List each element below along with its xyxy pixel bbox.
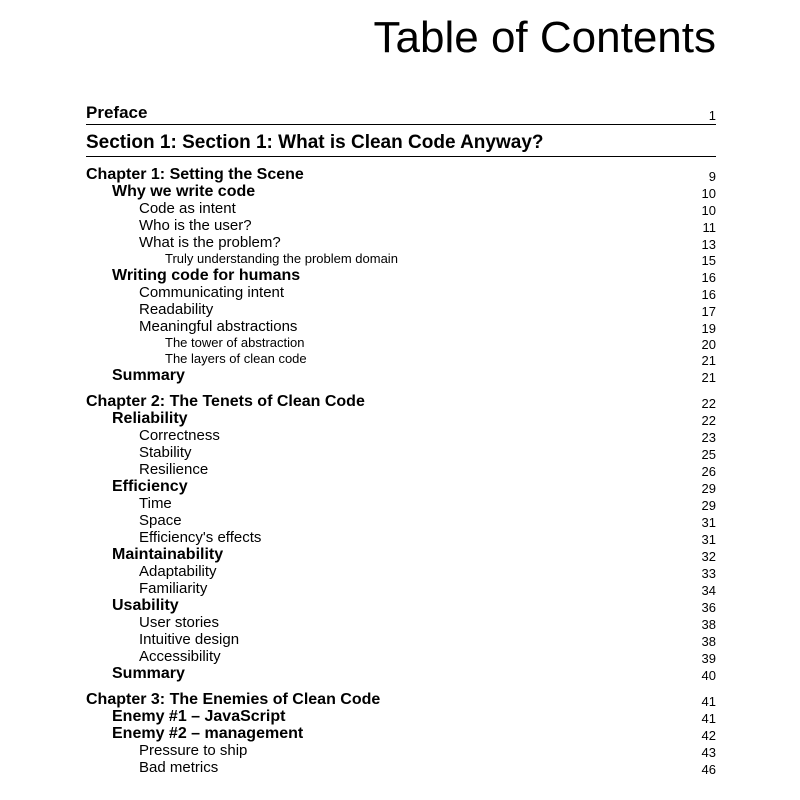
toc-page-number: 31 bbox=[701, 515, 716, 530]
toc-page-number: 15 bbox=[701, 253, 716, 268]
toc-heading-entry[interactable] bbox=[86, 708, 716, 725]
toc-page-number: 41 bbox=[701, 694, 716, 709]
toc-heading-entry[interactable] bbox=[86, 267, 716, 284]
toc-entry-label: Communicating intent bbox=[139, 284, 285, 301]
toc-page-number: 10 bbox=[701, 203, 716, 218]
toc-entry-label: The tower of abstraction bbox=[165, 335, 305, 350]
toc-entry-label: Familiarity bbox=[139, 580, 208, 597]
toc-entry-label: Space bbox=[139, 512, 182, 529]
table-of-contents bbox=[86, 103, 716, 776]
toc-page-number: 33 bbox=[701, 566, 716, 581]
toc-entry-label: What is the problem? bbox=[139, 234, 281, 251]
toc-entry-label: Summary bbox=[112, 367, 185, 384]
toc-entry-label: Preface bbox=[86, 103, 148, 122]
toc-subheading-entry[interactable] bbox=[86, 318, 716, 335]
page-title: Table of Contents bbox=[373, 13, 716, 62]
toc-subheading-entry[interactable] bbox=[86, 495, 716, 512]
toc-subheading-entry[interactable] bbox=[86, 461, 716, 478]
toc-page-number: 9 bbox=[708, 169, 716, 184]
toc-entry-label: Maintainability bbox=[112, 546, 224, 563]
toc-subheading-entry[interactable] bbox=[86, 512, 716, 529]
toc-entry-label: Bad metrics bbox=[139, 759, 219, 776]
toc-entry-label: Adaptability bbox=[139, 563, 217, 580]
toc-heading-entry[interactable] bbox=[86, 183, 716, 200]
toc-subheading-entry[interactable] bbox=[86, 759, 716, 776]
toc-entry-label: Pressure to ship bbox=[139, 742, 248, 759]
toc-heading-entry[interactable] bbox=[86, 725, 716, 742]
toc-page-number: 40 bbox=[701, 668, 716, 683]
toc-entry-label: Enemy #2 – management bbox=[112, 725, 304, 742]
toc-page-number: 38 bbox=[701, 634, 716, 649]
toc-entry-label: Who is the user? bbox=[139, 217, 252, 234]
toc-entry-label: Usability bbox=[112, 597, 179, 614]
toc-page-number: 21 bbox=[701, 353, 716, 368]
toc-entry-label: Stability bbox=[139, 444, 192, 461]
toc-entry-label: Efficiency bbox=[112, 478, 188, 495]
toc-subheading-entry[interactable] bbox=[86, 234, 716, 251]
toc-subsubheading-entry[interactable] bbox=[86, 335, 716, 351]
toc-entry-label: Chapter 1: Setting the Scene bbox=[86, 166, 304, 183]
toc-page-number: 39 bbox=[701, 651, 716, 666]
toc-subheading-entry[interactable] bbox=[86, 284, 716, 301]
toc-subheading-entry[interactable] bbox=[86, 529, 716, 546]
toc-page-number: 26 bbox=[701, 464, 716, 479]
toc-page-number: 42 bbox=[701, 728, 716, 743]
toc-entry-label: The layers of clean code bbox=[165, 351, 307, 366]
toc-entry-label: Time bbox=[139, 495, 172, 512]
toc-page-number: 31 bbox=[701, 532, 716, 547]
toc-page-number: 10 bbox=[701, 186, 716, 201]
toc-subheading-entry[interactable] bbox=[86, 614, 716, 631]
toc-heading-entry[interactable] bbox=[86, 546, 716, 563]
toc-page-number: 32 bbox=[701, 549, 716, 564]
toc-subheading-entry[interactable] bbox=[86, 200, 716, 217]
toc-entry-label: Readability bbox=[139, 301, 214, 318]
toc-page-number: 46 bbox=[701, 762, 716, 777]
toc-subheading-entry[interactable] bbox=[86, 631, 716, 648]
toc-entry-label: Why we write code bbox=[112, 183, 256, 200]
toc-entry-label: Efficiency's effects bbox=[139, 529, 262, 546]
toc-subheading-entry[interactable] bbox=[86, 301, 716, 318]
toc-heading-entry[interactable] bbox=[86, 367, 716, 384]
toc-page-number: 29 bbox=[701, 481, 716, 496]
toc-section-label: Section 1: Section 1: What is Clean Code Anyway? bbox=[86, 132, 544, 153]
toc-page-number: 41 bbox=[701, 711, 716, 726]
toc-page-number: 38 bbox=[701, 617, 716, 632]
toc-page-number: 29 bbox=[701, 498, 716, 513]
toc-page-number: 17 bbox=[701, 304, 716, 319]
toc-page-number: 22 bbox=[701, 396, 716, 411]
toc-page-number: 1 bbox=[708, 108, 716, 123]
toc-chapter-entry[interactable] bbox=[86, 691, 716, 708]
toc-subheading-entry[interactable] bbox=[86, 742, 716, 759]
toc-subsubheading-entry[interactable] bbox=[86, 351, 716, 367]
toc-page-number: 16 bbox=[701, 270, 716, 285]
toc-section-heading[interactable] bbox=[86, 130, 716, 157]
toc-subheading-entry[interactable] bbox=[86, 427, 716, 444]
toc-entry-label: Truly understanding the problem domain bbox=[165, 251, 398, 266]
toc-entry-label: Summary bbox=[112, 665, 185, 682]
toc-heading-entry[interactable] bbox=[86, 410, 716, 427]
toc-entry-label: Intuitive design bbox=[139, 631, 240, 648]
toc-page-number: 16 bbox=[701, 287, 716, 302]
toc-entry-label: Resilience bbox=[139, 461, 209, 478]
toc-entry-label: User stories bbox=[139, 614, 220, 631]
toc-heading-entry[interactable] bbox=[86, 665, 716, 682]
toc-page-number: 23 bbox=[701, 430, 716, 445]
toc-subheading-entry[interactable] bbox=[86, 648, 716, 665]
toc-page-number: 36 bbox=[701, 600, 716, 615]
toc-entry-label: Code as intent bbox=[139, 200, 236, 217]
toc-page-number: 13 bbox=[701, 237, 716, 252]
toc-page-number: 34 bbox=[701, 583, 716, 598]
toc-page-number: 22 bbox=[701, 413, 716, 428]
toc-subheading-entry[interactable] bbox=[86, 217, 716, 234]
toc-entry-label: Correctness bbox=[139, 427, 220, 444]
toc-entry-label: Reliability bbox=[112, 410, 188, 427]
toc-page-number: 21 bbox=[701, 370, 716, 385]
toc-entry-label: Accessibility bbox=[139, 648, 221, 665]
toc-entry-label: Writing code for humans bbox=[112, 267, 301, 284]
toc-heading-entry[interactable] bbox=[86, 478, 716, 495]
toc-entry-label: Meaningful abstractions bbox=[139, 318, 298, 335]
toc-entry-label: Chapter 3: The Enemies of Clean Code bbox=[86, 691, 381, 708]
toc-page-number: 19 bbox=[701, 321, 716, 336]
toc-entries bbox=[86, 166, 716, 776]
toc-chapter-entry[interactable] bbox=[86, 166, 716, 183]
toc-entry-label: Chapter 2: The Tenets of Clean Code bbox=[86, 393, 365, 410]
toc-subheading-entry[interactable] bbox=[86, 563, 716, 580]
toc-chapter-entry[interactable] bbox=[86, 393, 716, 410]
toc-subheading-entry[interactable] bbox=[86, 580, 716, 597]
toc-page-number: 20 bbox=[701, 337, 716, 352]
toc-heading-entry[interactable] bbox=[86, 597, 716, 614]
toc-subsubheading-entry[interactable] bbox=[86, 251, 716, 267]
toc-entry-preface[interactable] bbox=[86, 103, 716, 125]
toc-page-number: 11 bbox=[702, 220, 716, 235]
toc-entry-label: Enemy #1 – JavaScript bbox=[112, 708, 286, 725]
toc-subheading-entry[interactable] bbox=[86, 444, 716, 461]
toc-page-number: 43 bbox=[701, 745, 716, 760]
toc-page-number: 25 bbox=[701, 447, 716, 462]
